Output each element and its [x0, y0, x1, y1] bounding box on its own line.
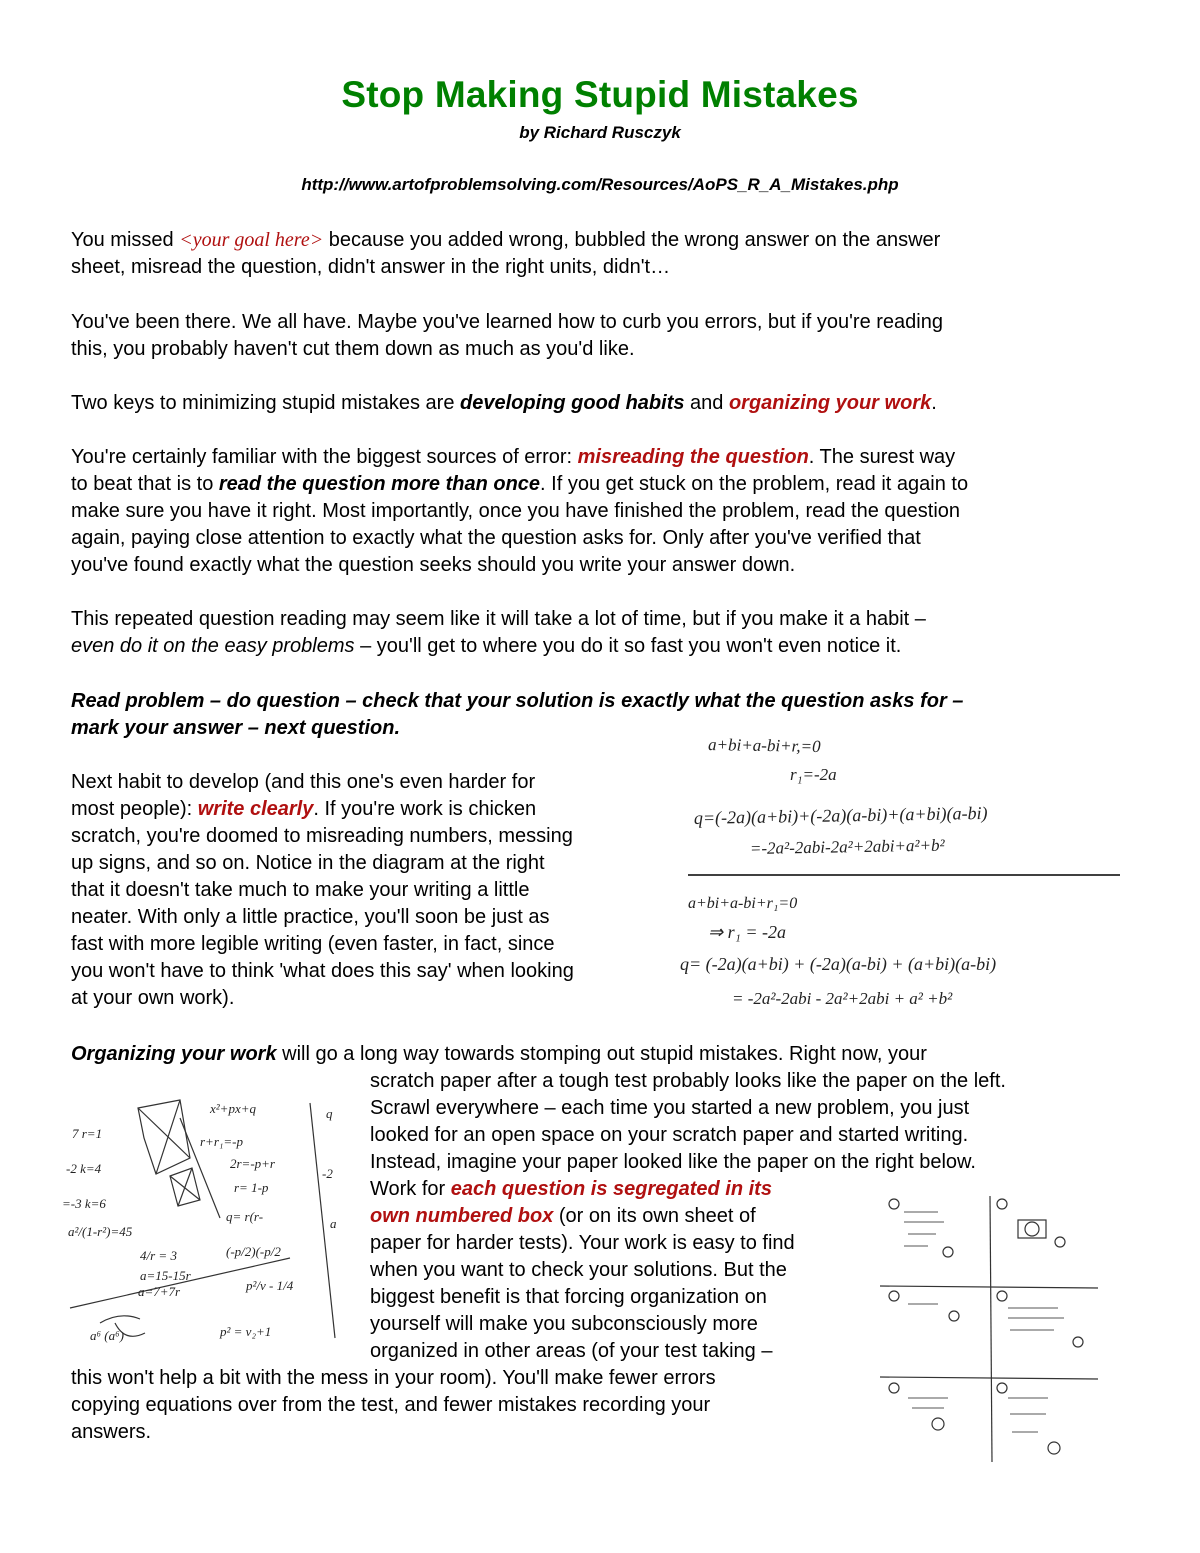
- repeated-line1: This repeated question reading may seem like it will take a lot of time, but if you make it a habit –: [71, 608, 926, 630]
- intro-text-line2: sheet, misread the question, didn't answer in the right units, didn't…: [71, 256, 671, 278]
- organizing-line3: Scrawl everywhere – each time you started a new problem, you just: [370, 1097, 970, 1119]
- and-text: and: [684, 392, 729, 414]
- svg-text:a²/(1-r²)=45: a²/(1-r²)=45: [68, 1224, 133, 1239]
- organized-scratch-svg: [878, 1192, 1100, 1464]
- misreading-text: You're certainly familiar with the biggest sources of error:: [71, 446, 578, 468]
- procedure-line1: Read problem – do question – check that your solution is exactly what the question asks for –: [71, 690, 964, 712]
- intro-text: You missed: [71, 229, 180, 251]
- messy-line-1: a+bi+a-bi+r,=0: [707, 735, 821, 756]
- organizing-work-emphasis: Organizing your work: [71, 1043, 277, 1065]
- paragraph-organizing: [71, 1041, 1146, 1068]
- neat-line-2: ⇒ r₁ = -2a: [708, 922, 786, 942]
- organizing-line8: paper for harder tests). Your work is easy to find: [370, 1232, 795, 1254]
- svg-text:r+r₁=-p: r+r₁=-p: [200, 1134, 244, 1149]
- svg-text:a=15-15r: a=15-15r: [140, 1268, 191, 1283]
- svg-text:x²+px+q: x²+px+q: [210, 1101, 256, 1116]
- write-clearly-emphasis: write clearly: [197, 798, 314, 820]
- svg-text:=-3 k=6: =-3 k=6: [62, 1196, 106, 1211]
- clear-line7: fast with more legible writing (even faster, in fact, since: [71, 933, 555, 955]
- organizing-line9: when you want to check your solutions. But the: [370, 1259, 787, 1281]
- been-there-line1: You've been there. We all have. Maybe you've learned how to curb you errors, but if you're reading: [71, 311, 943, 333]
- paragraph-misreading: [71, 444, 1146, 579]
- misreading-line3: make sure you have it right. Most importantly, once you have finished the problem, read the question: [71, 500, 961, 522]
- paragraph-been-there: [71, 309, 1146, 363]
- paragraph-two-keys: [71, 390, 1146, 417]
- neat-line-1: a+bi+a-bi+r₁=0: [688, 895, 798, 912]
- messy-line-2: r₁=-2a: [790, 765, 837, 784]
- messy-line-3: q=(-2a)(a+bi)+(-2a)(a-bi)+(a+bi)(a-bi): [693, 802, 988, 828]
- svg-text:-2 k=4: -2 k=4: [66, 1161, 102, 1176]
- paragraph-repeated-reading: [71, 606, 1146, 660]
- svg-text:p²/v - 1/4: p²/v - 1/4: [246, 1278, 294, 1293]
- organizing-line2: scratch paper after a tough test probably looks like the paper on the left.: [370, 1070, 1006, 1092]
- messy-scratch-paper-image: [60, 1078, 360, 1358]
- messy-scratch-svg: [60, 1078, 360, 1358]
- misreading-text-d: . If you get stuck on the problem, read it again to: [540, 473, 969, 495]
- handwriting-svg: [680, 728, 1130, 1018]
- easy-problems-emphasis: even do it on the easy problems: [71, 635, 355, 657]
- intro-text-cont: because you added wrong, bubbled the wrong answer on the answer: [323, 229, 941, 251]
- repeated-line2: – you'll get to where you do it so fast you won't even notice it.: [354, 635, 902, 657]
- neat-line-4: = -2a²-2abi - 2a²+2abi + a² +b²: [732, 989, 953, 1008]
- organized-scratch-paper-image: [878, 1192, 1100, 1464]
- organizing-emphasis: organizing your work: [728, 392, 932, 414]
- organizing-line6a: Work for: [370, 1178, 451, 1200]
- organizing-line10: biggest benefit is that forcing organization on: [370, 1286, 767, 1308]
- period: .: [931, 392, 937, 414]
- two-keys-text: Two keys to minimizing stupid mistakes are: [71, 392, 461, 414]
- svg-text:(-p/2)(-p/2: (-p/2)(-p/2: [226, 1244, 281, 1259]
- paragraph-intro: [71, 227, 1146, 281]
- clear-line2a: most people):: [71, 798, 198, 820]
- misreading-emphasis: misreading the question: [577, 446, 809, 468]
- clear-line1: Next habit to develop (and this one's even harder for: [71, 771, 536, 793]
- organizing-line14: copying equations over from the test, and fewer mistakes recording your: [71, 1394, 711, 1416]
- organizing-line1: will go a long way towards stomping out stupid mistakes. Right now, your: [276, 1043, 927, 1065]
- clear-line5: that it doesn't take much to make your writing a little: [71, 879, 530, 901]
- neat-line-3: q= (-2a)(a+bi) + (-2a)(a-bi) + (a+bi)(a-bi): [680, 954, 997, 974]
- clear-line8: you won't have to think 'what does this say' when looking: [71, 960, 574, 982]
- svg-text:a: a: [330, 1216, 337, 1231]
- svg-text:4/r = 3: 4/r = 3: [140, 1248, 177, 1263]
- clear-line9: at your own work).: [71, 987, 235, 1009]
- misreading-text-c: to beat that is to: [71, 473, 219, 495]
- source-url[interactable]: http://www.artofproblemsolving.com/Resources/AoPS_R_A_Mistakes.php: [301, 175, 899, 194]
- misreading-line4: again, paying close attention to exactly what the question asks for. Only after you've verified that: [71, 527, 921, 549]
- clear-line4: up signs, and so on. Notice in the diagram at the right: [71, 852, 545, 874]
- clear-line6: neater. With only a little practice, you'll soon be just as: [71, 906, 550, 928]
- segregated-emphasis-2: own numbered box: [370, 1205, 554, 1227]
- messy-line-4: =-2a²-2abi-2a²+2abi+a²+b²: [749, 835, 945, 858]
- svg-text:q= r(r-: q= r(r-: [226, 1209, 264, 1224]
- svg-text:-2: -2: [322, 1166, 333, 1181]
- read-twice-emphasis: read the question more than once: [218, 473, 541, 495]
- page-title: Stop Making Stupid Mistakes: [341, 74, 859, 115]
- procedure-line2: mark your answer – next question.: [71, 717, 400, 739]
- clear-line3: scratch, you're doomed to misreading numbers, messing: [71, 825, 573, 847]
- svg-text:a=7+7r: a=7+7r: [138, 1284, 181, 1299]
- goal-placeholder: <your goal here>: [179, 229, 324, 251]
- segregated-emphasis-1: each question is segregated in its: [450, 1178, 772, 1200]
- organizing-line5: Instead, imagine your paper looked like the paper on the right below.: [370, 1151, 976, 1173]
- organizing-line11: yourself will make you subconsciously more: [370, 1313, 758, 1335]
- svg-text:q: q: [326, 1106, 333, 1121]
- svg-text:a⁶ (a⁶): a⁶ (a⁶): [90, 1328, 124, 1343]
- organizing-line7b: (or on its own sheet of: [553, 1205, 756, 1227]
- svg-text:r= 1-p: r= 1-p: [234, 1180, 269, 1195]
- good-habits-emphasis: developing good habits: [460, 392, 685, 414]
- organizing-line13: this won't help a bit with the mess in your room). You'll make fewer errors: [71, 1367, 716, 1389]
- svg-text:p² = v₂+1: p² = v₂+1: [220, 1324, 272, 1339]
- paragraph-write-clearly: [71, 769, 671, 1012]
- misreading-text-b: . The surest way: [808, 446, 956, 468]
- misreading-line5: you've found exactly what the question seeks should you write your answer down.: [71, 554, 796, 576]
- clear-line2b: . If you're work is chicken: [313, 798, 537, 820]
- been-there-line2: this, you probably haven't cut them down as much as you'd like.: [71, 338, 635, 360]
- organizing-line12: organized in other areas (of your test taking –: [370, 1340, 773, 1362]
- svg-text:2r=-p+r: 2r=-p+r: [230, 1156, 275, 1171]
- handwriting-comparison-figure: [680, 728, 1130, 1018]
- organizing-line15: answers.: [71, 1421, 152, 1443]
- svg-text:7 r=1: 7 r=1: [72, 1126, 103, 1141]
- paragraph-organizing-end: [71, 1365, 861, 1446]
- organizing-line4: looked for an open space on your scratch paper and started writing.: [370, 1124, 969, 1146]
- byline: by Richard Rusczyk: [519, 123, 681, 142]
